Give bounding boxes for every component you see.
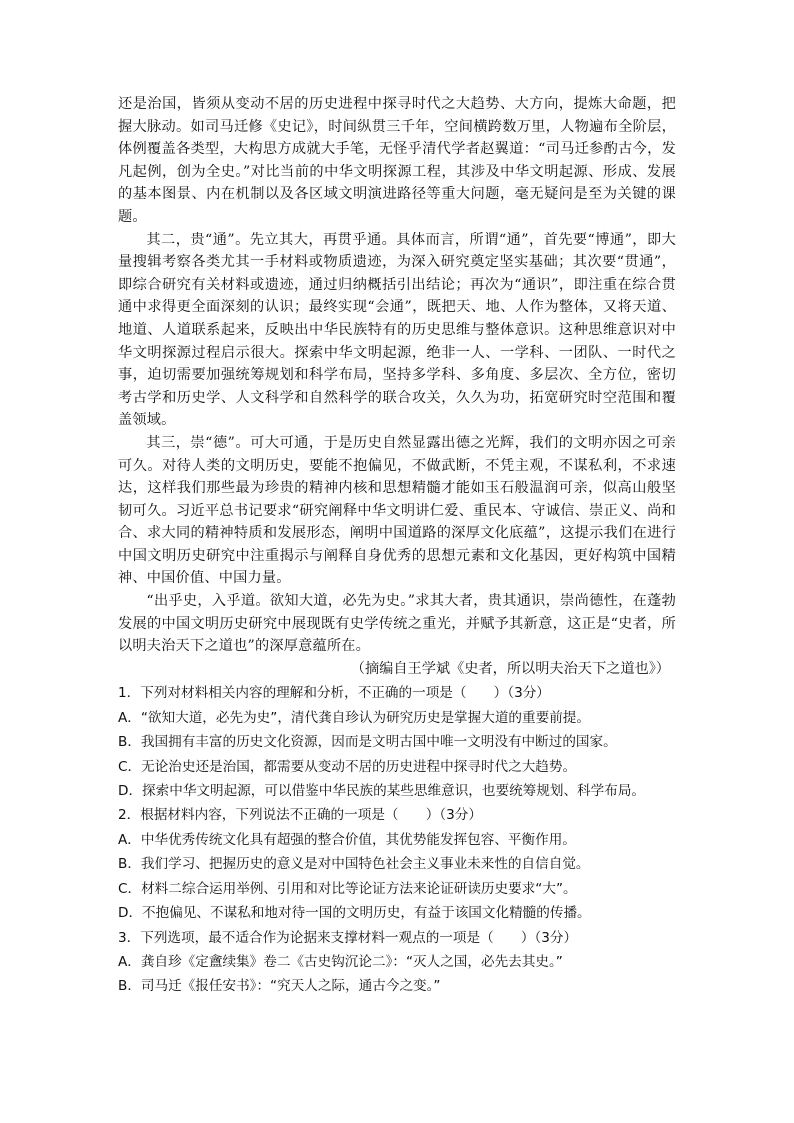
passage-source-attribution: （摘编自王学斌《史者，所以明夫治天下之道也》） [350, 660, 670, 677]
reading-passage [118, 93, 676, 680]
passage-paragraph-4: “出乎史，入乎道。欲知大道，必先为史。”求其大者，贵其通识，崇尚德性，在蓬勃发展的中国文明历史研究中展现既有史学传统之重光，并赋予其新意，这正是“史者，所以明夫治天下之道也”的深厚意蕴所在。 [118, 593, 676, 655]
question-2-option-d: D．不抱偏见、不谋私和地对待一国的文明历史，有益于该国文化精髓的传播。 [118, 905, 591, 922]
question-3-option-a: A．龚自珍《定盦续集》卷二《古史钩沉论二》：“灭人之国，必先去其史。” [118, 953, 563, 970]
question-2-option-a: A．中华优秀传统文化具有超强的整合价值，其优势能发挥包容、平衡作用。 [118, 831, 576, 848]
question-1-option-c: C．无论治史还是治国，都需要从变动不居的历史进程中探寻时代之大趋势。 [118, 758, 577, 775]
question-1-option-a: A．“欲知大道，必先为史”，清代龚自珍认为研究历史是掌握大道的重要前提。 [118, 709, 590, 726]
question-1-stem: 1．下列对材料相关内容的理解和分析，不正确的一项是（ ）（3分） [118, 685, 550, 702]
question-3-stem: 3．下列选项，最不适合作为论据来支撑材料一观点的一项是（ ）（3分） [118, 929, 578, 946]
exam-page [118, 93, 676, 999]
passage-paragraph-1: 还是治国，皆须从变动不居的历史进程中探寻时代之大趋势、大方向，提炼大命题，把握大脉动。如司马迁修《史记》，时间纵贯三千年，空间横跨数万里，人物遍布全阶层，体例覆盖各类型，大构思方成就大手笔，无怪乎清代学者赵翼道：“司马迁参酌古今，发凡起例，创为全史。”对比当前的中华文明探源工程，其涉及中华文明起源、形成、发展的基本图景、内在机制以及各区域文明演进路径等重大问题，毫无疑问是至为关键的课题。 [118, 96, 676, 225]
passage-paragraph-3: 其三，崇“德”。可大可通，于是历史自然显露出德之光辉，我们的文明亦因之可亲可久。对待人类的文明历史，要能不抱偏见，不做武断，不凭主观，不谋私利，不求速达，这样我们那些最为珍贵的精神内核和思想精髓才能如玉石般温润可亲，似高山般坚韧可久。习近平总书记要求“研究阐释中华文明讲仁爱、重民本、守诚信、崇正义、尚和合、求大同的精神特质和发展形态，阐明中国道路的深厚文化底蕴”，这提示我们在进行中国文明历史研究中注重揭示与阐释自身优秀的思想元素和文化基因，更好构筑中国精神、中国价值、中国力量。 [118, 434, 676, 587]
question-list [118, 681, 676, 998]
passage-paragraph-2: 其二，贵“通”。先立其大，再贯乎通。具体而言，所谓“通”，首先要“博通”，即大量搜辑考察各类尤其一手材料或物质遗迹，为深入研究奠定坚实基础；其次要“贯通”，即综合研究有关材料或遗迹，通过归纳概括引出结论；再次为“通识”，即注重在综合贯通中求得更全面深刻的认识；最终实现“会通”，既把天、地、人作为整体，又将天道、地道、人道联系起来，反映出中华民族特有的历史思维与整体意识。这种思维意识对中华文明探源过程启示很大。探索中华文明起源，绝非一人、一学科、一团队、一时代之事，迫切需要加强统筹规划和科学布局，坚持多学科、多角度、多层次、全方位，密切考古学和历史学、人文科学和自然科学的联合攻关，久久为功，拓宽研究时空范围和覆盖领域。 [118, 231, 676, 429]
question-2-option-c: C．材料二综合运用举例、引用和对比等论证方法来论证研读历史要求“大”。 [118, 880, 577, 897]
question-1-option-b: B．我国拥有丰富的历史文化资源，因而是文明古国中唯一文明没有中断过的国家。 [118, 734, 617, 751]
question-2-option-b: B．我们学习、把握历史的意义是对中国特色社会主义事业未来性的自信自觉。 [118, 856, 590, 873]
question-1-option-d: D．探索中华文明起源，可以借鉴中华民族的某些思维意识，也要统筹规划、科学布局。 [118, 783, 646, 800]
question-2-stem: 2．根据材料内容，下列说法不正确的一项是（ ）（3分） [118, 807, 482, 824]
question-3-option-b: B．司马迁《报任安书》：“究天人之际，通古今之变。” [118, 978, 441, 995]
